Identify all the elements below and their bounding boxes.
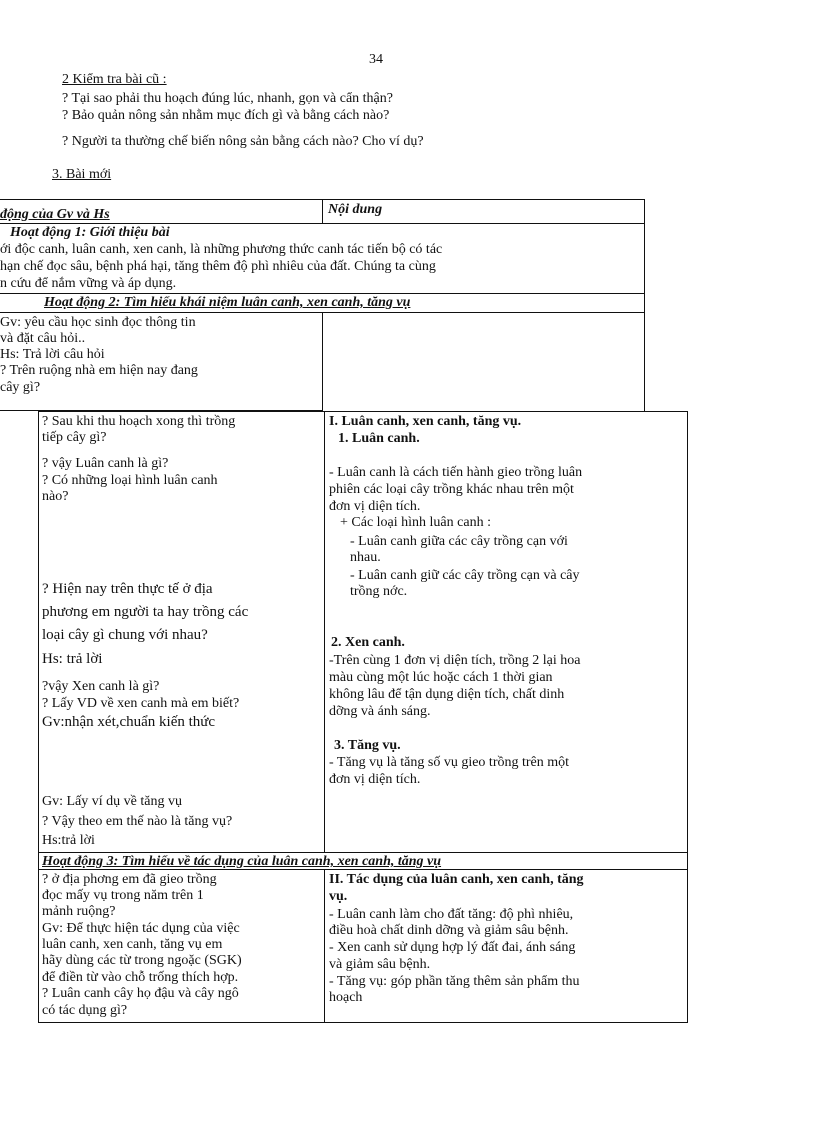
right-cell-line: dỡng và ánh sáng.	[329, 704, 431, 719]
right-cell-line: - Tăng vụ là tăng số vụ gieo trồng trên một	[329, 755, 570, 770]
table-rule	[38, 852, 688, 853]
right-cell-line: không lâu để tận dụng diện tích, chất dinh	[329, 687, 565, 702]
left-cell-line: Gv:nhận xét,chuẩn kiến thức	[42, 714, 216, 730]
activity-2-title: Hoạt động 2: Tìm hiểu khái niệm luân canh, xen canh, tăng vụ	[44, 295, 411, 310]
activity-3-left-line: hãy dùng các từ trong ngoặc (SGK)	[42, 953, 242, 968]
activity-3-right-line: và giảm sâu bệnh.	[329, 957, 431, 972]
left-cell-line: ? Có những loại hình luân canh	[42, 473, 218, 488]
right-cell-line: đơn vị diện tích.	[329, 772, 421, 787]
table-rule	[324, 411, 325, 853]
section-1-title: I. Luân canh, xen canh, tăng vụ.	[329, 414, 522, 429]
activity-3-left-line: có tác dụng gì?	[42, 1003, 128, 1018]
right-cell-line: phiên các loại cây trồng khác nhau trên một	[329, 482, 574, 497]
activity-2-line: ? Trên ruộng nhà em hiện nay đang	[0, 363, 198, 378]
activity-3-left-line: ? ở địa phơng em đã gieo trồng	[42, 872, 217, 887]
activity-3-left-line: ? Luân canh cây họ đậu và cây ngô	[42, 986, 239, 1001]
left-cell-line: Gv: Lấy ví dụ về tăng vụ	[42, 794, 182, 809]
table-rule	[687, 411, 688, 1023]
left-cell-line: nào?	[42, 489, 69, 504]
activity-3-right-line: - Xen canh sử dụng hợp lý đất đai, ánh sáng	[329, 940, 576, 955]
left-cell-line: ? Hiện nay trên thực tế ở địa	[42, 581, 213, 597]
new-lesson-heading: 3. Bài mới	[52, 167, 112, 182]
left-cell-line: ? vậy Luân canh là gì?	[42, 456, 169, 471]
review-question: ? Người ta thường chế biến nông sản bằng cách nào? Cho ví dụ?	[62, 134, 424, 149]
section-2-title: II. Tác dụng của luân canh, xen canh, tăng	[329, 872, 584, 887]
left-cell-line: loại cây gì chung với nhau?	[42, 627, 208, 643]
left-cell-line: phương em người ta hay trồng các	[42, 604, 249, 620]
review-question: ? Tại sao phải thu hoạch đúng lúc, nhanh, gọn và cẩn thận?	[62, 91, 393, 106]
activity-2-line: Hs: Trả lời câu hỏi	[0, 347, 105, 362]
table-rule	[322, 199, 323, 224]
review-question: ? Bảo quản nông sản nhằm mục đích gì và bằng cách nào?	[62, 108, 390, 123]
activity-2-line: Gv: yêu cầu học sinh đọc thông tin	[0, 315, 196, 330]
right-cell-line: nhau.	[350, 550, 381, 565]
subsection-title: 3. Tăng vụ.	[334, 738, 401, 753]
activity-3-left-line: Gv: Để thực hiện tác dụng của việc	[42, 921, 240, 936]
activity-3-left-line: để điền từ vào chỗ trống thích hợp.	[42, 970, 239, 985]
column-header-activities: động của Gv và Hs	[0, 207, 110, 222]
table-rule	[38, 411, 688, 412]
right-cell-line: + Các loại hình luân canh :	[340, 515, 491, 530]
activity-3-left-line: đọc mấy vụ trong năm trên 1	[42, 888, 204, 903]
activity-3-right-line: - Tăng vụ: góp phần tăng thêm sản phẩm thu	[329, 974, 580, 989]
left-cell-line: ?vậy Xen canh là gì?	[42, 679, 160, 694]
table-rule	[38, 869, 688, 870]
left-cell-line: tiếp cây gì?	[42, 430, 107, 445]
table-rule	[38, 411, 39, 1023]
activity-1-title: Hoạt động 1: Giới thiệu bài	[10, 225, 170, 240]
left-cell-line: Hs:trả lời	[42, 833, 95, 848]
right-cell-line: màu cùng một lúc hoặc cách 1 thời gian	[329, 670, 553, 685]
right-cell-line: đơn vị diện tích.	[329, 499, 421, 514]
activity-3-left-line: luân canh, xen canh, tăng vụ em	[42, 937, 223, 952]
subsection-title: 1. Luân canh.	[338, 431, 420, 446]
activity-2-line: và đặt câu hỏi..	[0, 331, 86, 346]
table-rule	[644, 199, 645, 412]
right-cell-line: trồng nớc.	[350, 584, 408, 599]
column-header-content: Nội dung	[328, 202, 383, 217]
activity-3-right-line: điều hoà chất dinh dỡng và giảm sâu bệnh.	[329, 923, 569, 938]
left-cell-line: Hs: trả lời	[42, 651, 103, 667]
intro-line: n cứu để nắm vững và áp dụng.	[0, 276, 177, 291]
section-2-title-cont: vụ.	[329, 889, 348, 904]
right-cell-line: - Luân canh là cách tiến hành gieo trồng luân	[329, 465, 583, 480]
left-cell-line: ? Vậy theo em thế nào là tăng vụ?	[42, 814, 233, 829]
table-rule	[0, 293, 645, 294]
activity-2-line: cây gì?	[0, 380, 41, 395]
intro-line: ới độc canh, luân canh, xen canh, là những phương thức canh tác tiến bộ có tác	[0, 242, 443, 257]
page-number: 34	[369, 52, 383, 67]
intro-line: hạn chế đọc sâu, bệnh phá hại, tăng thêm độ phì nhiêu của đất. Chúng ta cùng	[0, 259, 436, 274]
table-rule	[38, 1022, 688, 1023]
activity-3-left-line: mảnh ruộng?	[42, 904, 116, 919]
left-cell-line: ? Sau khi thu hoạch xong thì trồng	[42, 414, 236, 429]
subsection-title: 2. Xen canh.	[331, 635, 405, 650]
right-cell-line: -Trên cùng 1 đơn vị diện tích, trồng 2 lại hoa	[329, 653, 581, 668]
review-heading: 2 Kiểm tra bài cũ :	[62, 72, 167, 87]
right-cell-line: - Luân canh giữ các cây trồng cạn và cây	[350, 568, 580, 583]
activity-3-right-line: hoạch	[329, 990, 363, 1005]
left-cell-line: ? Lấy VD về xen canh mà em biết?	[42, 696, 240, 711]
right-cell-line: - Luân canh giữa các cây trồng cạn với	[350, 534, 568, 549]
activity-3-right-line: - Luân canh làm cho đất tăng: độ phì nhiêu,	[329, 907, 574, 922]
table-rule	[324, 869, 325, 1023]
activity-3-title: Hoạt động 3: Tìm hiểu về tác dụng của luân canh, xen canh, tăng vụ	[42, 854, 442, 869]
table-rule	[322, 312, 323, 411]
